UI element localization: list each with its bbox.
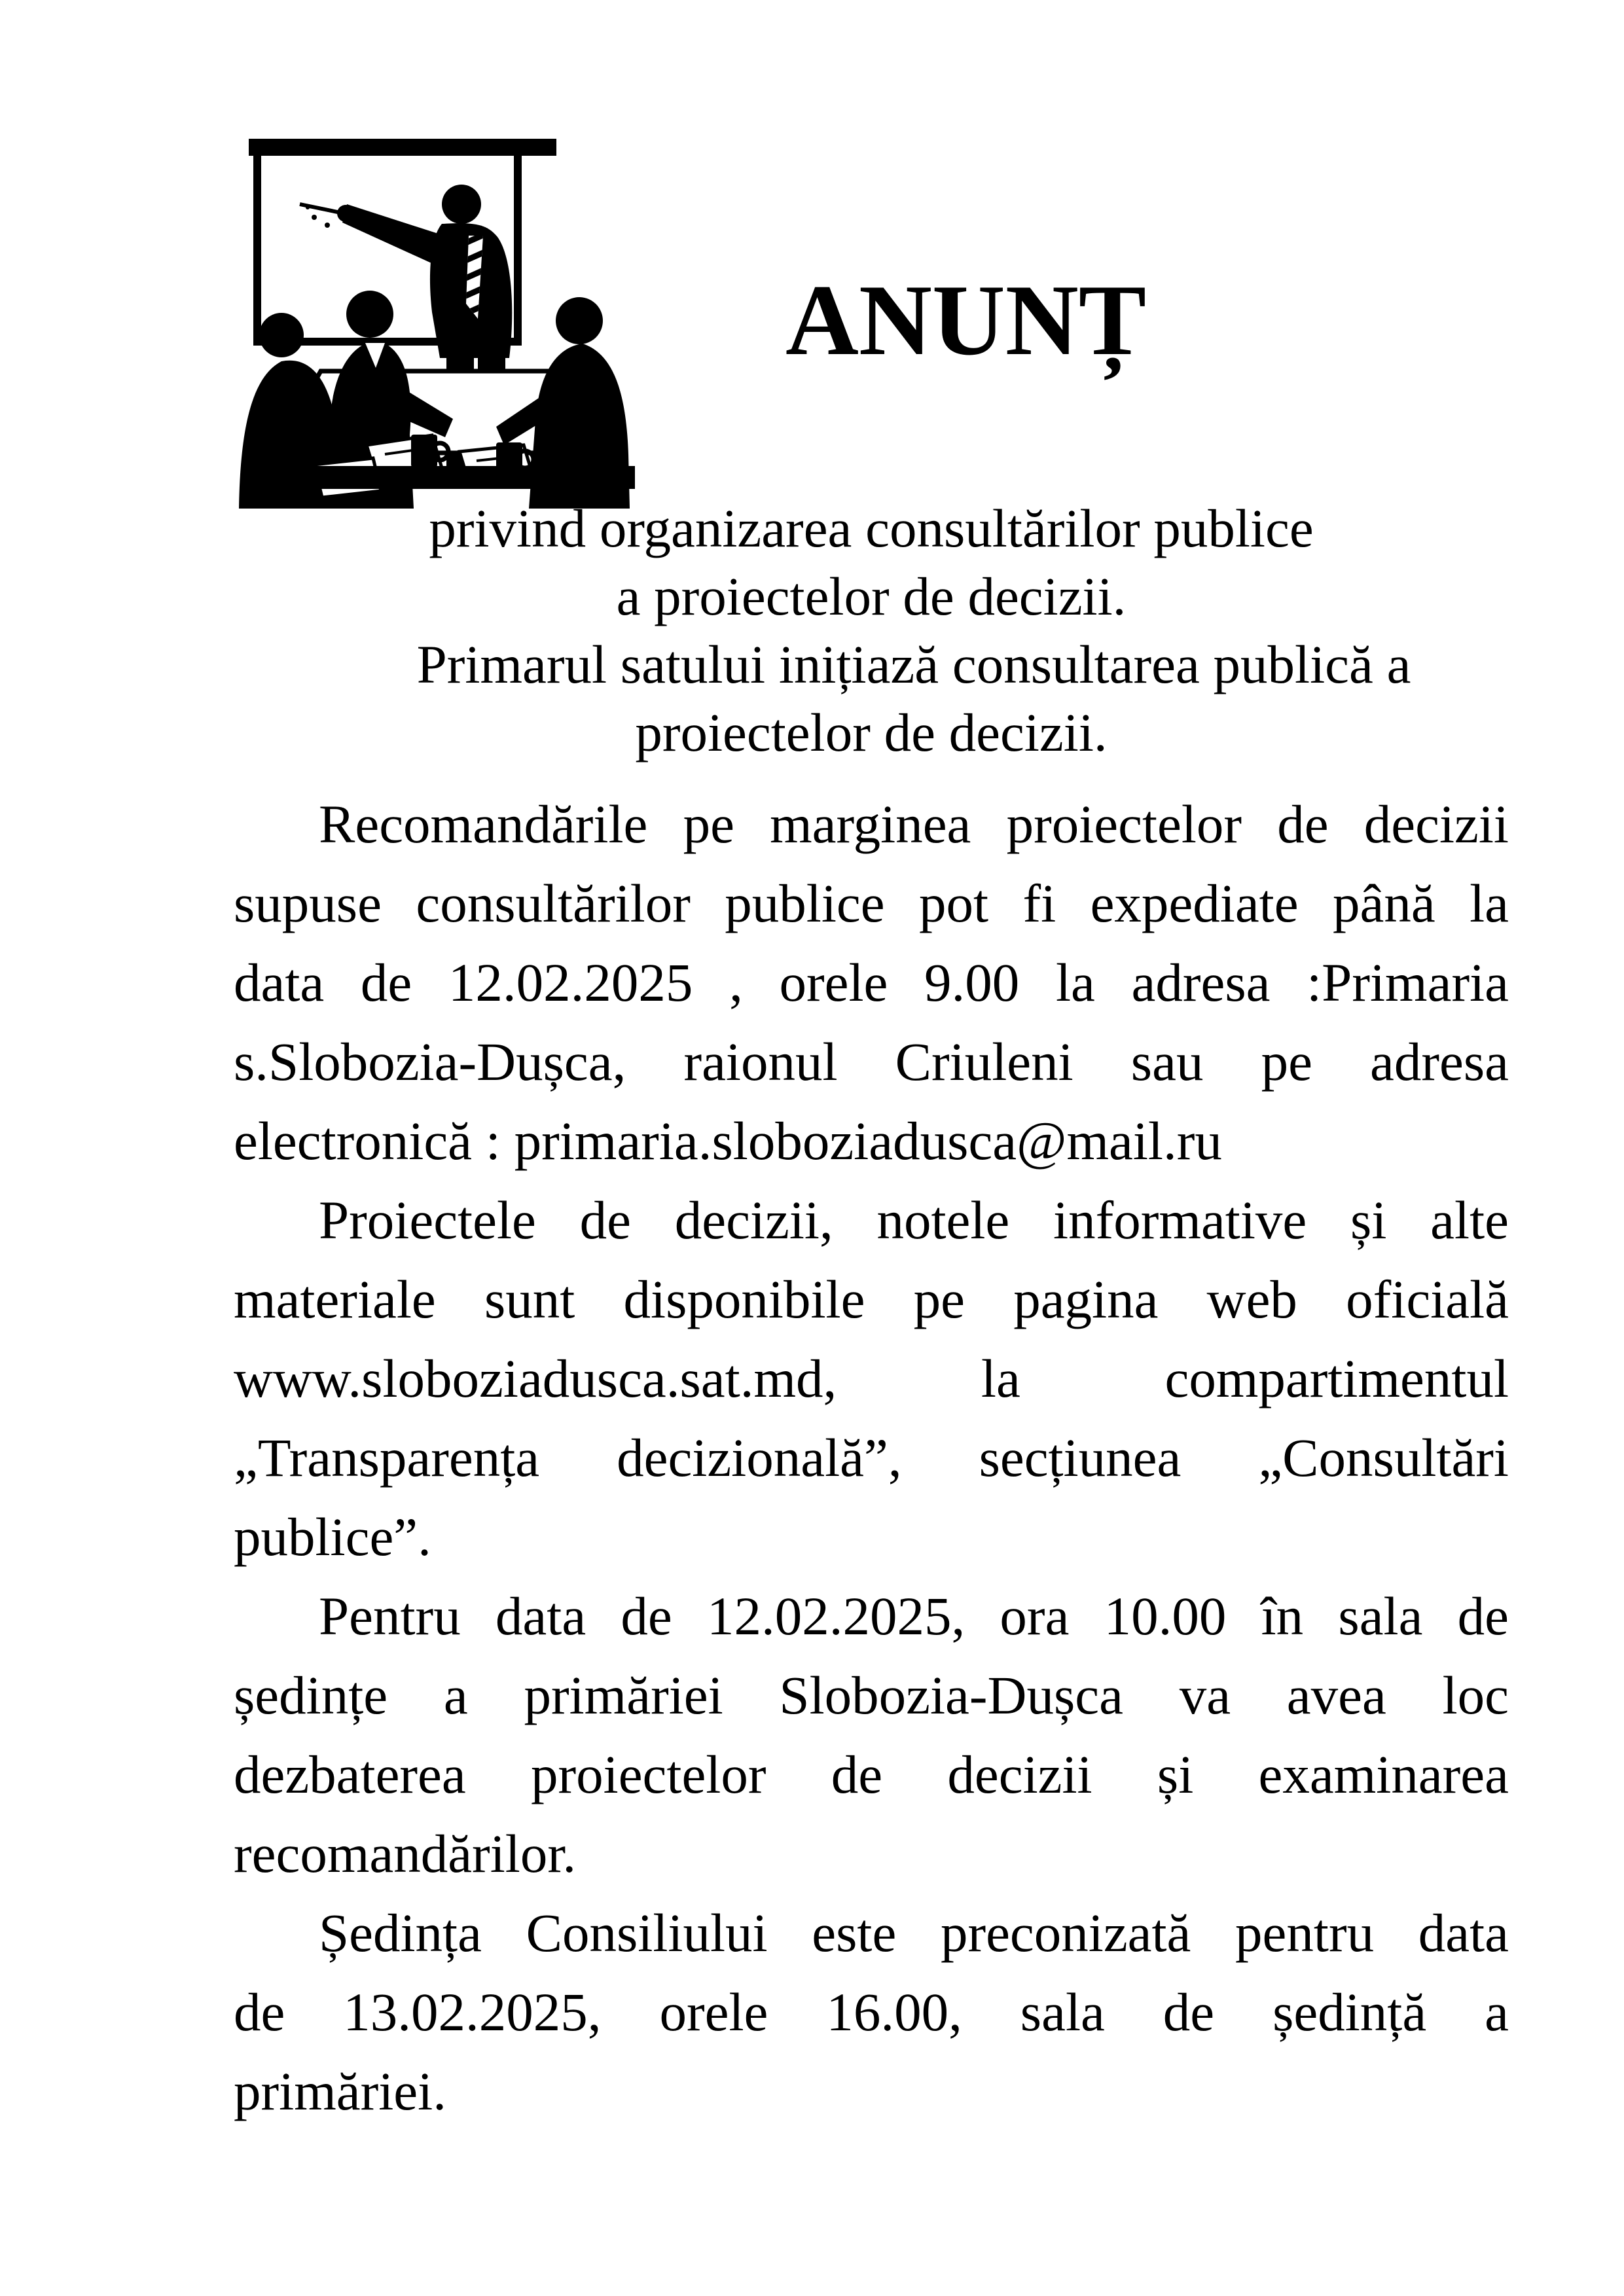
- paragraph-line: publice”.: [234, 1507, 431, 1567]
- intro-line: proiectelor de decizii.: [635, 702, 1108, 762]
- paragraph-line: Pentru data de 12.02.2025, ora 10.00 în sala de: [319, 1586, 1509, 1646]
- paragraph-debate: [234, 1577, 1509, 1893]
- paragraph-line: supuse consultărilor publice pot fi expediate până la: [234, 873, 1509, 933]
- paragraph-recommendations: [234, 785, 1509, 1181]
- page-title: ANUNȚ: [785, 264, 1147, 376]
- paragraph-line: data de 12.02.2025 , orele 9.00 la adresa :Primaria: [234, 952, 1509, 1013]
- paragraph-line: Ședința Consiliului este preconizată pentru data: [319, 1903, 1509, 1963]
- paragraph-line: de 13.02.2025, orele 16.00, sala de ședință a: [234, 1982, 1509, 2042]
- paragraph-materials: [234, 1181, 1509, 1577]
- subtitle-line: privind organizarea consultărilor publice: [429, 498, 1314, 558]
- paragraph-line: Proiectele de decizii, notele informative și alte: [319, 1190, 1509, 1250]
- paragraph-line: recomandărilor.: [234, 1823, 577, 1884]
- paragraph-line: dezbaterea proiectelor de decizii și examinarea: [234, 1744, 1509, 1804]
- paragraph-line: electronică : primaria.sloboziadusca@mail.ru: [234, 1111, 1222, 1171]
- paragraph-line: materiale sunt disponibile pe pagina web oficială: [234, 1269, 1509, 1329]
- paragraph-line: Recomandările pe marginea proiectelor de decizii: [319, 794, 1509, 854]
- paragraph-line: www.sloboziadusca.sat.md, la compartimentul: [234, 1348, 1509, 1408]
- paragraph-line: ședințe a primăriei Slobozia-Dușca va avea loc: [234, 1665, 1509, 1725]
- paragraph-line: „Transparența decizională”, secțiunea „Consultări: [234, 1427, 1509, 1488]
- subtitle-line: a proiectelor de decizii.: [616, 566, 1127, 626]
- paragraph-line: s.Slobozia-Dușca, raionul Criuleni sau pe adresa: [234, 1031, 1509, 1092]
- intro-line: Primarul satului inițiază consultarea publică a: [416, 634, 1411, 694]
- paragraph-line: primăriei.: [234, 2061, 446, 2121]
- paragraph-council-meeting: [234, 1893, 1509, 2131]
- announcement-body: [234, 0, 1509, 2131]
